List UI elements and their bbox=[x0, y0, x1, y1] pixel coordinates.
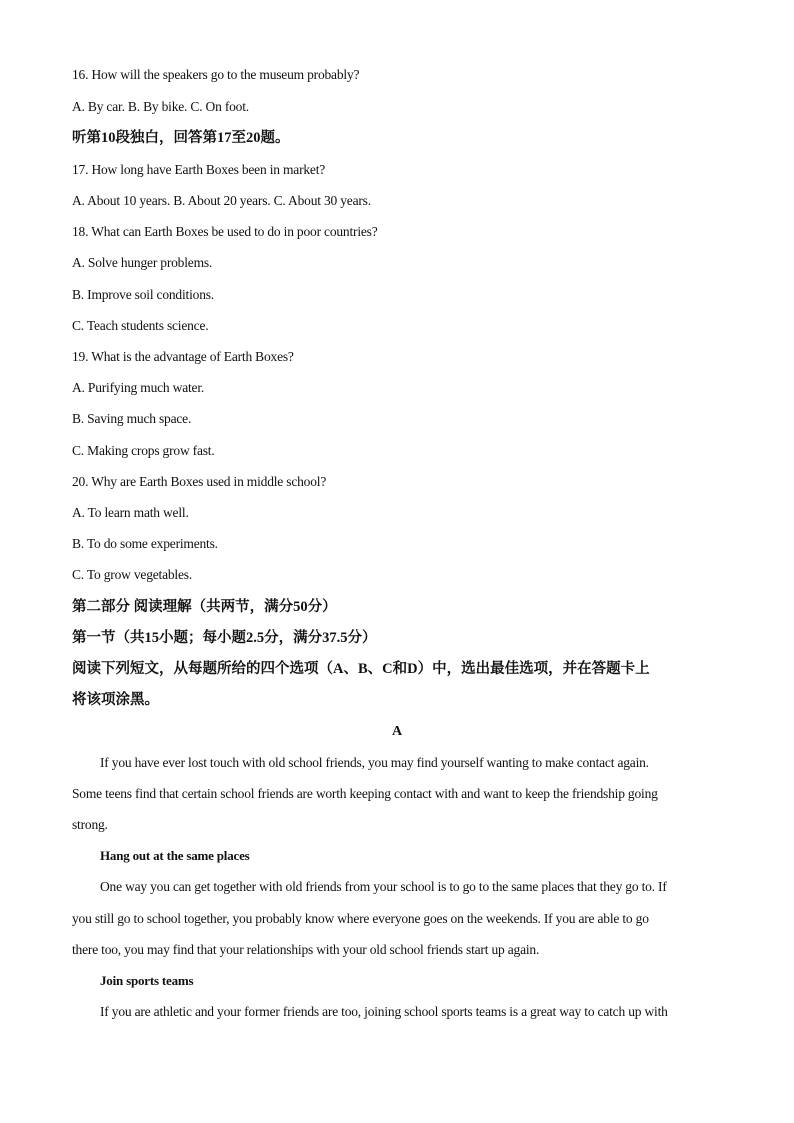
question-18-option-c: C. Teach students science. bbox=[72, 318, 209, 333]
question-20-option-a: A. To learn math well. bbox=[72, 505, 189, 520]
subheading-hang-out: Hang out at the same places bbox=[100, 848, 250, 863]
question-16-options: A. By car. B. By bike. C. On foot. bbox=[72, 99, 249, 114]
question-20: 20. Why are Earth Boxes used in middle school? bbox=[72, 474, 327, 489]
paragraph-1-line-3: strong. bbox=[72, 817, 108, 832]
question-20-option-b: B. To do some experiments. bbox=[72, 536, 218, 551]
question-18-option-b: B. Improve soil conditions. bbox=[72, 287, 214, 302]
question-16: 16. How will the speakers go to the museum probably? bbox=[72, 67, 360, 82]
question-17-options: A. About 10 years. B. About 20 years. C. About 30 years. bbox=[72, 193, 371, 208]
reading-instruction-line-1: 阅读下列短文，从每题所给的四个选项（A、B、C和D）中，选出最佳选项，并在答题卡上 bbox=[72, 661, 650, 677]
question-18-option-a: A. Solve hunger problems. bbox=[72, 255, 213, 270]
paragraph-1-line-1: If you have ever lost touch with old school friends, you may find yourself wanting to make contact again. bbox=[100, 755, 649, 770]
paragraph-1-line-2: Some teens find that certain school friends are worth keeping contact with and want to keep the friendship going bbox=[72, 786, 658, 801]
paragraph-3-line-1: If you are athletic and your former friends are too, joining school sports teams is a great way to catch up with bbox=[100, 1004, 668, 1019]
subheading-sports-teams: Join sports teams bbox=[100, 973, 194, 988]
reading-section-heading: 第一节（共15小题；每小题2.5分，满分37.5分） bbox=[72, 630, 377, 646]
question-18: 18. What can Earth Boxes be used to do in poor countries? bbox=[72, 224, 378, 239]
question-19: 19. What is the advantage of Earth Boxes? bbox=[72, 349, 294, 364]
question-19-option-a: A. Purifying much water. bbox=[72, 380, 205, 395]
listening-section-heading: 听第10段独白，回答第17至20题。 bbox=[72, 130, 290, 146]
reading-part-heading: 第二部分 阅读理解（共两节，满分50分） bbox=[72, 599, 337, 615]
paragraph-2-line-1: One way you can get together with old friends from your school is to go to the same places that they go to. If bbox=[100, 879, 667, 894]
paragraph-2-line-3: there too, you may find that your relationships with your old school friends start up again. bbox=[72, 942, 540, 957]
question-19-option-b: B. Saving much space. bbox=[72, 411, 192, 426]
question-17: 17. How long have Earth Boxes been in market? bbox=[72, 162, 326, 177]
paragraph-2-line-2: you still go to school together, you probably know where everyone goes on the weekends. If you are able to go bbox=[72, 911, 649, 926]
question-20-option-c: C. To grow vegetables. bbox=[72, 567, 193, 582]
passage-label: A bbox=[392, 724, 402, 739]
question-19-option-c: C. Making crops grow fast. bbox=[72, 443, 215, 458]
reading-instruction-line-2: 将该项涂黑。 bbox=[72, 692, 159, 708]
